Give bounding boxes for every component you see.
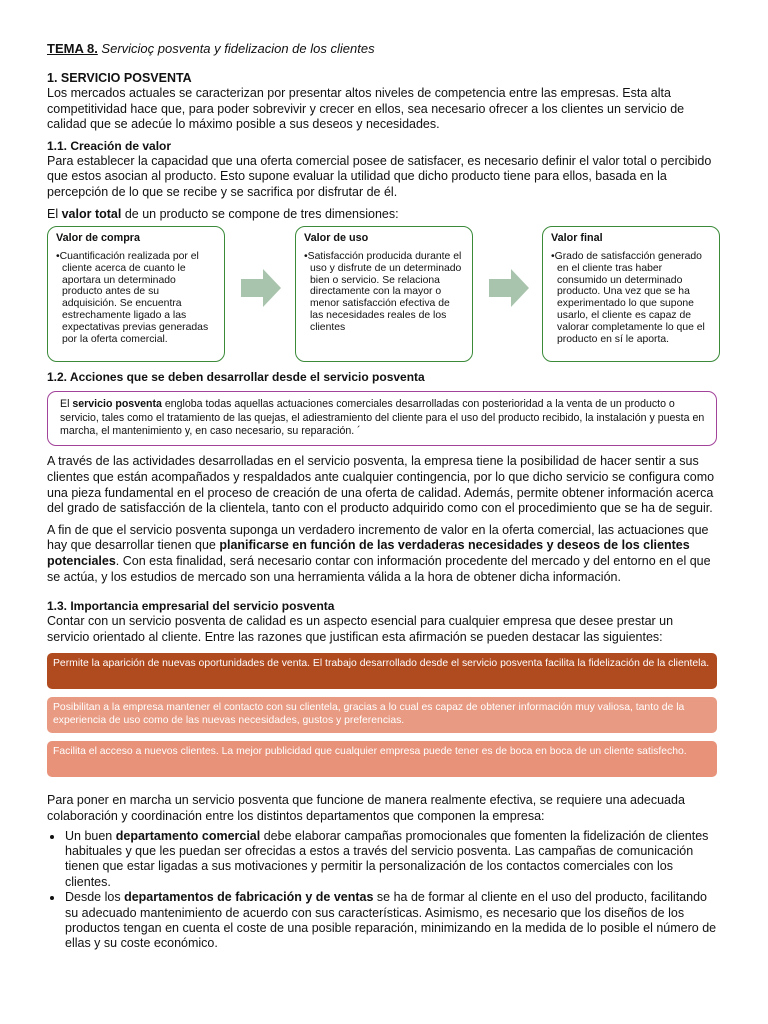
callout-post: engloba todas aquellas actuaciones comerciales desarrolladas con posterioridad a la venta de un producto o servicio, tales como el tratamiento de las quejas, el adiestramiento del cliente para el uso del producto recibido, la instalación y puesta en marcha, el mantenimiento y, en caso necesario, su reparación. ´: [60, 398, 705, 437]
valor-total-paragraph: [47, 207, 717, 223]
b1-post: debe elaborar campañas promocionales que fomenten la fidelización de clientes habituales y que les puedan ser ofrecidas a estos a través del servicio posventa. Las campañas de comunicación tienen que estar ligadas a sus motivaciones y permitir la personalización de los contactos comerciales con los clientes.: [65, 828, 709, 889]
dimension-box-valor-uso: [295, 226, 473, 362]
valor-total-post: de un producto se compone de tres dimensiones:: [121, 206, 399, 221]
callout-bold: servicio posventa: [72, 398, 162, 411]
list-item-departamento-comercial: [64, 829, 717, 891]
arrow-right-icon: [241, 268, 281, 308]
valor-total-bold: valor total: [61, 206, 122, 221]
arrow-shape: [241, 269, 281, 307]
b1-pre: Un buen: [65, 828, 116, 843]
acciones-paragraph-1: A través de las actividades desarrolladas en el servicio posventa, la empresa tiene la posibilidad de hacer sentir a sus clientes que están acompañados y respaldados ante cualquier contingencia, por lo que dicho servicio se configura como una pieza fundamental en el proceso de creación de una oferta de calidad. Además, permite obtener información acerca del grado de satisfacción de la clientela, tanto con el producto adquirido como con el procedimiento que se ha de seguir.: [47, 454, 715, 516]
callout-pre: El: [60, 398, 73, 411]
topic-label: TEMA 8.: [47, 41, 98, 56]
reasons-list: [47, 653, 717, 777]
dimension-box-valor-final: [542, 226, 720, 362]
arrow-shape: [489, 269, 529, 307]
importancia-paragraph: Contar con un servicio posventa de calidad es un aspecto esencial para cualquier empresa que desee prestar un servicio orientado al cliente. Entre las razones que justifican esta afirmación se pueden destacar las siguientes:: [47, 614, 674, 644]
dimension-text: •Grado de satisfacción generado en el cliente tras haber consumido un determinado producto. Una vez que se ha experimentado lo que supone usarlo, el cliente es capaz de valorar completamente lo que el producto en sí le aporta.: [551, 250, 705, 345]
arrow-right-icon: [489, 268, 529, 308]
subsection-heading-acciones: 1.2. Acciones que se deben desarrollar desde el servicio posventa: [47, 370, 425, 385]
page-title: [47, 40, 717, 58]
reason-box: Permite la aparición de nuevas oportunidades de venta. El trabajo desarrollado desde el servicio posventa facilita la fidelización de la clientela.: [47, 653, 717, 689]
p2-pre: A fin de que el servicio posventa suponga un verdadero incremento de valor en la oferta comercial, las actuaciones que hay que desarrollar tienen que: [47, 522, 709, 553]
p2-bold: planificarse en función de las verdaderas necesidades y deseos de los clientes potenciales: [47, 538, 690, 568]
document-page: [47, 40, 717, 952]
topic-subtitle: Servicioç posventa y fidelizacion de los clientes: [97, 41, 375, 56]
coordination-paragraph: Para poner en marcha un servicio posventa que funcione de manera realmente efectiva, se requiere una adecuada colaboración y coordinación entre los distintos departamentos que componen la empresa:: [47, 793, 685, 823]
dimension-box-valor-compra: [47, 226, 225, 362]
b2-bold: departamentos de fabricación y de ventas: [124, 890, 374, 905]
dimension-title: Valor de uso: [304, 232, 369, 245]
section-heading-servicio-posventa: 1. SERVICIO POSVENTA: [47, 71, 192, 85]
dimension-title: Valor final: [551, 232, 603, 245]
section-intro-paragraph: Los mercados actuales se caracterizan por presentar altos niveles de competencia entre las empresas. Esta alta competitividad hace que, para poder sobrevivir y crecer en ellos, sea necesario ofrecer a los clientes un servicio de calidad que se adecúe lo máximo posible a sus deseos y necesidades.: [47, 86, 685, 132]
reason-box: Posibilitan a la empresa mantener el contacto con su clientela, gracias a lo cual es capaz de obtener información muy valiosa, tanto de la experiencia de uso como de las nuevas necesidades, gustos y preferencias.: [47, 697, 717, 733]
dimension-text: •Cuantificación realizada por el cliente acerca de cuanto le aportara un determinado producto antes de su adquisición. Se encuentra estrechamente ligado a las expectativas previas generadas por la oferta comercial.: [56, 250, 209, 345]
valor-total-pre: El: [47, 206, 62, 221]
subsection-heading-importancia: 1.3. Importancia empresarial del servicio posventa: [47, 599, 335, 614]
dimension-title: Valor de compra: [56, 232, 141, 245]
dimension-text: •Satisfacción producida durante el uso y disfrute de un determinado bien o servicio. Se relaciona directamente con la mayor o menor satisfacción efectiva de las necesidades reales de los clientes: [304, 250, 462, 333]
b2-pre: Desde los: [65, 890, 125, 905]
acciones-paragraph-2: [47, 523, 717, 585]
list-item-fabricacion-ventas: [64, 890, 717, 952]
definition-callout: [47, 391, 717, 446]
reason-box: Facilita el acceso a nuevos clientes. La mejor publicidad que cualquier empresa puede tener es de boca en boca de un cliente satisfecho.: [47, 741, 717, 777]
b1-bold: departamento comercial: [115, 828, 261, 843]
p2-post: . Con esta finalidad, será necesario contar con información procedente del mercado y del entorno en el que se actúa, y los estudios de mercado son una herramienta válida a la hora de obtener dicha información.: [47, 553, 711, 584]
subsection-heading-creacion-valor: 1.1. Creación de valor: [47, 138, 172, 153]
creacion-valor-paragraph: Para establecer la capacidad que una oferta comercial posee de satisfacer, es necesario definir el valor total o percibido que estos asocian al producto. Esto supone evaluar la utilidad que dicho producto tiene para ellos, basada en la percepción de lo que se recibe y se sacrifica por disfrutar de él.: [47, 153, 712, 199]
b2-post: se ha de formar al cliente en el uso del producto, facilitando su adecuado mantenimiento de acuerdo con sus características. Asimismo, es necesario que los diseños de los productos tengan en cuenta el coste de una posible reparación, minimizando en la medida de lo posible el número de ellas y su coste económico.: [65, 890, 717, 951]
departments-list: [47, 829, 717, 952]
value-dimensions-diagram: [47, 226, 717, 366]
